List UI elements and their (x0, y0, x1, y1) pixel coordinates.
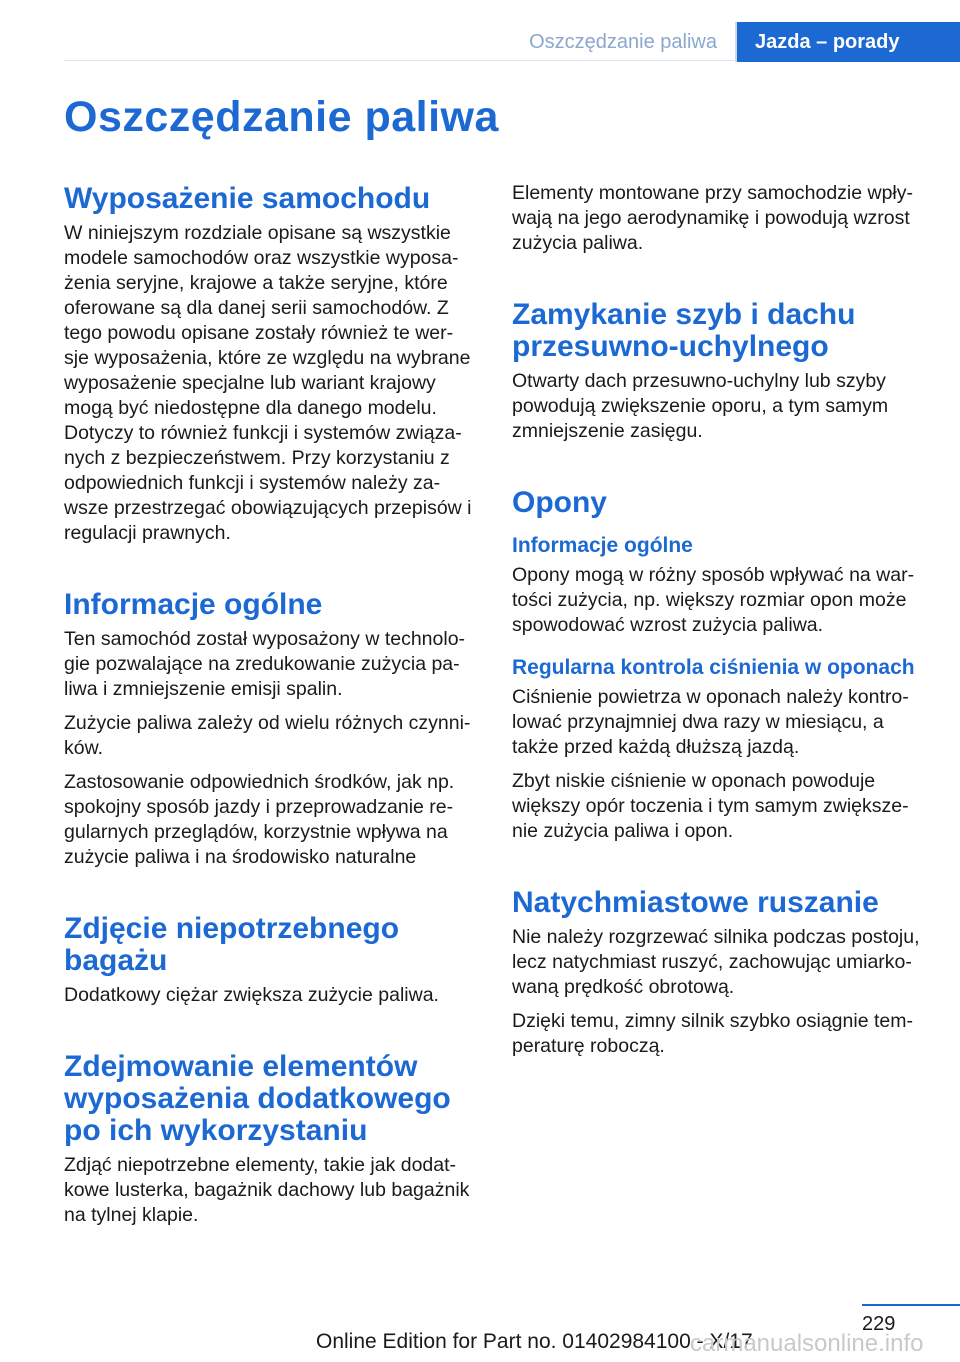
paragraph: Zastosowanie odpowiednich środków, jak np. spokojny sposób jazdy i przeprowadzanie re‐gularnych przeglądów, korzystnie wpływa na zużycie paliwa i na środowisko naturalne (64, 771, 455, 868)
section-title-immediate-start: Natychmiastowe ruszanie (512, 886, 879, 919)
subsection-title-general-info: Informacje ogólne (512, 534, 693, 557)
paragraph: W niniejszym rozdziale opisane są wszystkie modele samochodów oraz wszystkie wyposa‐żenia seryjne, krajowe a także seryjne, które oferowane są dla danej serii samochodów. Z tego powodu opisane zostały również te wer‐sje wyposażenia, które ze względu na wybrane wyposażenie specjalne lub wariant krajowy mogą być niedostępne dla danego modelu. Dotyczy to również funkcji i systemów związa‐nych z bezpieczeństwem. Przy korzystaniu z odpowiednich funkcji i systemów należy za‐wsze przestrzegać obowiązujących przepisów i regulacji prawnych. (64, 222, 472, 544)
section-title-windows-roof: Zamykanie szyb i dachu przesuwno-uchylnego (512, 298, 856, 363)
right-column (512, 181, 926, 1068)
paragraph: Nie należy rozgrzewać silnika podczas postoju, lecz natychmiast ruszyć, zachowując umiarko‐waną prędkość obrotową. (512, 926, 920, 998)
paragraph: Ciśnienie powietrza w oponach należy kontro‐lować przynajmniej dwa razy w miesiącu, a także przed każdą dłuższą jazdą. (512, 686, 909, 758)
paragraph: Otwarty dach przesuwno-uchylny lub szyby powodują zwiększenie oporu, a tym samym zmniejszenie zasięgu. (512, 370, 889, 442)
paragraph: Dzięki temu, zimny silnik szybko osiągnie tem‐peraturę roboczą. (512, 1010, 913, 1057)
header-underline (64, 60, 734, 61)
section-title-general-info: Informacje ogólne (64, 588, 323, 621)
header-section-label: Oszczędzanie paliwa (529, 31, 717, 53)
page-header (0, 0, 960, 62)
section-title-equipment: Wyposażenie samochodu (64, 182, 431, 215)
page-title: Oszczędzanie paliwa (64, 93, 499, 141)
header-chapter-tab: Jazda – porady (737, 22, 960, 62)
paragraph: Ten samochód został wyposażony w technolo‐gie pozwalające na zredukowanie zużycia pa‐liwa i zmniejszenie emisji spalin. (64, 628, 466, 700)
paragraph: Zużycie paliwa zależy od wielu różnych czynni‐ków. (64, 712, 471, 759)
left-column (64, 183, 478, 1237)
watermark: carmanualsonline.info (690, 1330, 924, 1357)
page-number-rule (862, 1304, 960, 1306)
section-title-removing-accessories: Zdejmowanie elementów wyposażenia dodatkowego po ich wykorzystaniu (64, 1050, 451, 1147)
paragraph: Dodatkowy ciężar zwiększa zużycie paliwa. (64, 984, 439, 1006)
section-title-tyres: Opony (512, 486, 607, 519)
paragraph: Opony mogą w różny sposób wpływać na war‐tości zużycia, np. większy rozmiar opon może spowodować wzrost zużycia paliwa. (512, 564, 915, 636)
paragraph: Zbyt niskie ciśnienie w oponach powoduje większy opór toczenia i tym samym zwiększe‐nie zużycia paliwa i opon. (512, 770, 909, 842)
paragraph: Zdjąć niepotrzebne elementy, takie jak dodat‐kowe lusterka, bagażnik dachowy lub bagażnik na tylnej klapie. (64, 1154, 470, 1226)
page-number: 229 (862, 1313, 896, 1335)
paragraph: Elementy montowane przy samochodzie wpły‐wają na jego aerodynamikę i powodują wzrost zużycia paliwa. (512, 182, 914, 254)
footer-edition: Online Edition for Part no. 01402984100 - X/17 (316, 1330, 753, 1353)
subsection-title-pressure-check: Regularna kontrola ciśnienia w oponach (512, 656, 915, 679)
section-title-luggage: Zdjęcie niepotrzebnego bagażu (64, 912, 400, 977)
